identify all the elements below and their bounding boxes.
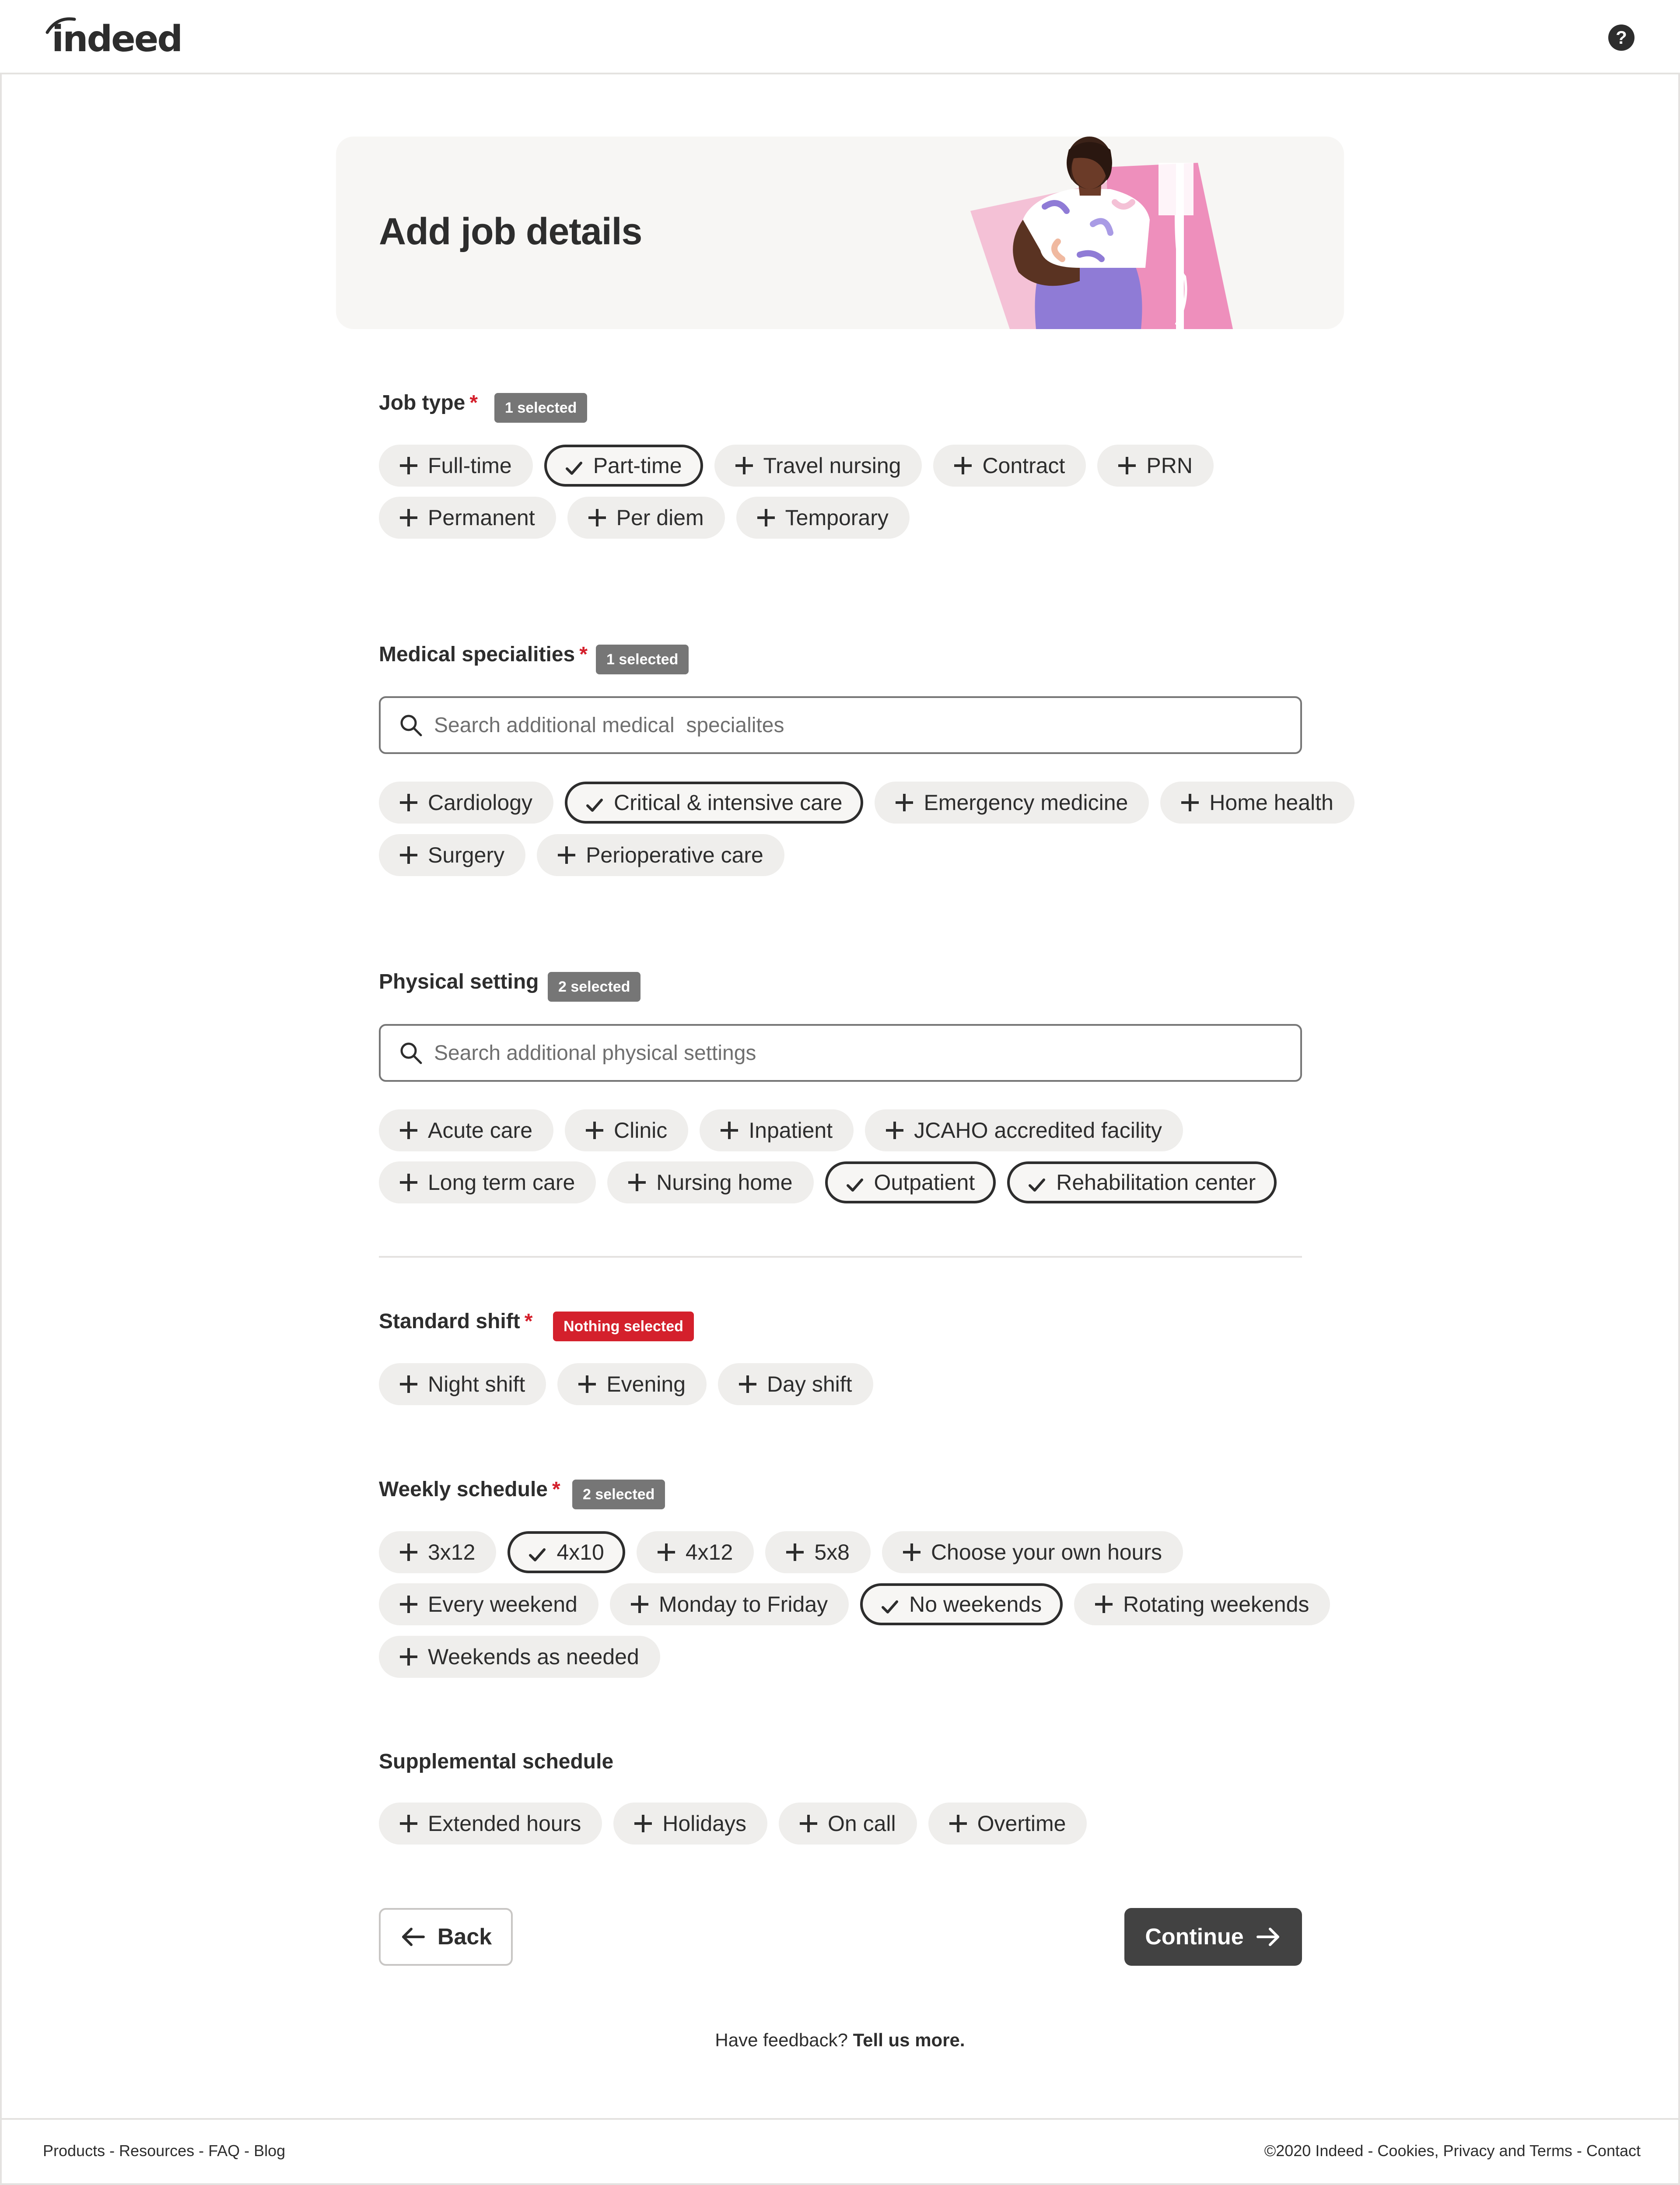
plus-icon [1095, 1596, 1113, 1613]
option-chip-label: Night shift [428, 1372, 525, 1396]
plus-icon [400, 1648, 417, 1666]
option-chip[interactable] [565, 782, 863, 824]
medical-row-2 [379, 834, 784, 876]
option-chip-label: Surgery [428, 843, 505, 867]
option-chip[interactable] [379, 782, 553, 824]
option-chip-label: 4x12 [685, 1540, 733, 1564]
check-icon [1028, 1174, 1046, 1191]
option-chip[interactable] [379, 1531, 496, 1573]
medical-row-1 [379, 782, 1354, 824]
arrow-right-icon [1255, 1924, 1281, 1950]
option-chip-label: Perioperative care [586, 843, 763, 867]
plus-icon [886, 1122, 903, 1139]
medical-search-field[interactable] [379, 696, 1302, 754]
plus-icon [400, 794, 417, 811]
plus-icon [735, 457, 753, 474]
option-chip[interactable] [379, 1363, 546, 1405]
weekly-row-3 [379, 1636, 660, 1678]
physical-setting-title [379, 970, 539, 994]
option-chip[interactable] [379, 497, 556, 539]
option-chip[interactable] [928, 1803, 1087, 1845]
option-chip-label: Per diem [616, 505, 704, 530]
job-type-row-1 [379, 445, 1214, 487]
standard-shift-status-badge: Nothing selected [553, 1312, 694, 1341]
option-chip[interactable] [825, 1161, 996, 1203]
physical-search-field[interactable] [379, 1024, 1302, 1082]
option-chip[interactable] [565, 1109, 688, 1151]
option-chip-label: Weekends as needed [428, 1645, 639, 1669]
plus-icon [631, 1596, 648, 1613]
option-chip-label: Inpatient [749, 1118, 833, 1143]
job-type-title-text: Job type [379, 391, 466, 414]
required-marker: * [469, 391, 478, 414]
option-chip-label: Cardiology [428, 790, 533, 815]
option-chip-label: Critical & intensive care [614, 790, 843, 815]
weekly-schedule-title [379, 1477, 560, 1501]
help-icon[interactable]: ? [1608, 25, 1634, 51]
option-chip[interactable] [882, 1531, 1183, 1573]
arrow-left-icon [400, 1924, 426, 1950]
option-chip[interactable] [379, 1803, 602, 1845]
back-button-label: Back [437, 1924, 492, 1950]
check-icon [586, 794, 603, 811]
job-type-count-badge: 1 selected [494, 393, 587, 423]
option-chip-label: Nursing home [656, 1170, 793, 1195]
required-marker: * [552, 1478, 560, 1501]
plus-icon [739, 1375, 756, 1393]
physical-setting-title-text: Physical setting [379, 970, 539, 993]
plus-icon [400, 509, 417, 526]
hero-banner [336, 137, 1344, 329]
standard-shift-title-text: Standard shift [379, 1310, 520, 1333]
option-chip-label: Travel nursing [763, 453, 901, 478]
plus-icon [757, 509, 775, 526]
feedback-text: Have feedback? [715, 2030, 848, 2050]
job-type-title [379, 391, 478, 415]
weekly-row-1 [379, 1531, 1183, 1573]
continue-button[interactable] [1124, 1908, 1302, 1966]
option-chip[interactable] [1007, 1161, 1277, 1203]
check-icon [881, 1596, 899, 1613]
medical-specialities-title-text: Medical specialities [379, 643, 575, 666]
option-chip[interactable] [537, 834, 784, 876]
plus-icon [586, 1122, 603, 1139]
physical-count-badge: 2 selected [548, 972, 640, 1002]
plus-icon [949, 1815, 967, 1832]
weekly-schedule-title-text: Weekly schedule [379, 1478, 548, 1501]
option-chip[interactable] [860, 1583, 1063, 1625]
option-chip[interactable] [379, 445, 533, 487]
option-chip[interactable] [700, 1109, 854, 1151]
option-chip-label: Full-time [428, 453, 512, 478]
plus-icon [558, 846, 575, 864]
plus-icon [628, 1174, 646, 1191]
plus-icon [896, 794, 913, 811]
option-chip-label: No weekends [909, 1592, 1042, 1617]
physical-row-2 [379, 1161, 1277, 1203]
option-chip[interactable] [607, 1161, 813, 1203]
option-chip[interactable] [779, 1803, 917, 1845]
feedback-link[interactable]: Tell us more. [853, 2030, 965, 2050]
supplemental-schedule-title [379, 1750, 613, 1774]
section-divider [379, 1256, 1302, 1258]
option-chip-label: Outpatient [874, 1170, 975, 1195]
physical-row-1 [379, 1109, 1183, 1151]
option-chip[interactable] [379, 1636, 660, 1678]
supplemental-schedule-title-text: Supplemental schedule [379, 1750, 614, 1773]
plus-icon [400, 846, 417, 864]
option-chip-label: Permanent [428, 505, 535, 530]
option-chip[interactable] [637, 1531, 754, 1573]
plus-icon [800, 1815, 817, 1832]
plus-icon [578, 1375, 596, 1393]
search-icon [399, 1041, 423, 1065]
nurse-illustration [970, 137, 1277, 329]
plus-icon [400, 1375, 417, 1393]
option-chip-label: On call [828, 1811, 896, 1836]
medical-search-input[interactable] [434, 713, 1265, 737]
plus-icon [903, 1543, 920, 1561]
option-chip-label: Contract [982, 453, 1065, 478]
option-chip[interactable] [736, 497, 910, 539]
feedback-prompt [0, 2030, 1680, 2051]
plus-icon [1181, 794, 1199, 811]
required-marker: * [579, 643, 588, 666]
option-chip[interactable] [610, 1583, 849, 1625]
option-chip[interactable] [544, 445, 703, 487]
plus-icon [400, 1174, 417, 1191]
option-chip-label: Long term care [428, 1170, 575, 1195]
plus-icon [786, 1543, 804, 1561]
option-chip[interactable] [875, 782, 1149, 824]
plus-icon [588, 509, 606, 526]
option-chip[interactable] [613, 1803, 767, 1845]
footer-legal[interactable]: ©2020 Indeed - Cookies, Privacy and Terms - Contact [1264, 2142, 1641, 2160]
standard-shift-title [379, 1309, 532, 1333]
option-chip[interactable] [508, 1531, 625, 1573]
check-icon [528, 1543, 546, 1561]
option-chip-label: Temporary [785, 505, 889, 530]
medical-count-badge: 1 selected [596, 645, 689, 674]
search-icon [399, 713, 423, 737]
plus-icon [400, 1596, 417, 1613]
option-chip-label: 5x8 [814, 1540, 850, 1564]
footer [0, 2118, 1680, 2185]
required-marker: * [524, 1310, 533, 1333]
option-chip-label: Rotating weekends [1123, 1592, 1309, 1617]
option-chip-label: Evening [606, 1372, 686, 1396]
footer-links[interactable]: Products - Resources - FAQ - Blog [43, 2142, 286, 2160]
plus-icon [1118, 457, 1136, 474]
job-type-row-2 [379, 497, 910, 539]
option-chip[interactable] [933, 445, 1086, 487]
option-chip[interactable] [1160, 782, 1354, 824]
plus-icon [400, 457, 417, 474]
logo-text: indeed [52, 18, 182, 60]
check-icon [565, 457, 583, 474]
top-bar [0, 0, 1680, 74]
plus-icon [400, 1543, 417, 1561]
weekly-count-badge: 2 selected [572, 1480, 665, 1509]
plus-icon [954, 457, 972, 474]
option-chip-label: Rehabilitation center [1056, 1170, 1256, 1195]
option-chip-label: Extended hours [428, 1811, 581, 1836]
option-chip-label: Overtime [977, 1811, 1066, 1836]
option-chip[interactable] [718, 1363, 873, 1405]
option-chip[interactable] [567, 497, 725, 539]
option-chip-label: Part-time [593, 453, 682, 478]
option-chip[interactable] [379, 834, 525, 876]
option-chip[interactable] [765, 1531, 871, 1573]
plus-icon [634, 1815, 652, 1832]
option-chip-label: Holidays [662, 1811, 746, 1836]
option-chip-label: Monday to Friday [658, 1592, 828, 1617]
plus-icon [400, 1122, 417, 1139]
supplemental-row-1 [379, 1803, 1087, 1845]
option-chip[interactable] [379, 1109, 553, 1151]
option-chip[interactable] [1097, 445, 1214, 487]
option-chip[interactable] [714, 445, 922, 487]
option-chip-label: 3x12 [428, 1540, 476, 1564]
option-chip-label: Clinic [614, 1118, 668, 1143]
option-chip-label: PRN [1146, 453, 1193, 478]
option-chip-label: Every weekend [428, 1592, 578, 1617]
weekly-row-2 [379, 1583, 1330, 1625]
option-chip[interactable] [557, 1363, 707, 1405]
option-chip-label: Emergency medicine [924, 790, 1128, 815]
plus-icon [400, 1815, 417, 1832]
option-chip-label: Acute care [428, 1118, 533, 1143]
option-chip[interactable] [379, 1583, 598, 1625]
option-chip-label: JCAHO accredited facility [914, 1118, 1162, 1143]
option-chip[interactable] [1074, 1583, 1330, 1625]
continue-button-label: Continue [1145, 1924, 1244, 1950]
medical-specialities-title [379, 642, 588, 666]
page-title: Add job details [379, 210, 642, 253]
option-chip-label: Choose your own hours [931, 1540, 1162, 1564]
physical-search-input[interactable] [434, 1041, 1265, 1065]
standard-shift-row-1 [379, 1363, 873, 1405]
indeed-logo[interactable] [44, 15, 184, 63]
option-chip-label: 4x10 [556, 1540, 604, 1564]
check-icon [846, 1174, 864, 1191]
option-chip[interactable] [865, 1109, 1183, 1151]
back-button[interactable] [379, 1908, 513, 1966]
option-chip-label: Home health [1209, 790, 1334, 815]
plus-icon [658, 1543, 675, 1561]
plus-icon [721, 1122, 738, 1139]
option-chip-label: Day shift [767, 1372, 852, 1396]
option-chip[interactable] [379, 1161, 596, 1203]
